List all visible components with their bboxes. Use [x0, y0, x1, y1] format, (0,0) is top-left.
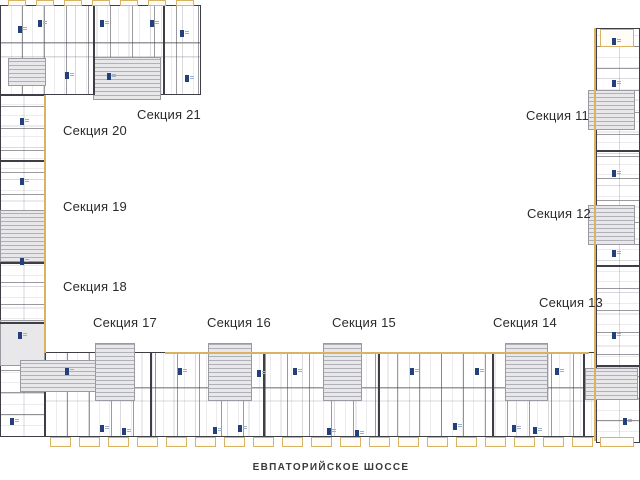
balcony [600, 437, 634, 447]
logo-text-lines [415, 368, 419, 375]
logo-text-lines [43, 20, 47, 27]
logo-square-icon [20, 178, 24, 185]
balcony [340, 437, 361, 447]
logo-text-lines [262, 370, 266, 377]
logo-square-icon [178, 368, 182, 375]
developer-logo-badge [65, 368, 74, 375]
logo-text-lines [15, 418, 19, 425]
section-divider-wall [596, 365, 640, 367]
logo-square-icon [20, 118, 24, 125]
balcony [572, 437, 593, 447]
developer-logo-badge [355, 430, 364, 437]
developer-logo-badge [100, 425, 109, 432]
logo-square-icon [18, 332, 22, 339]
logo-text-lines [480, 368, 484, 375]
developer-logo-badge [10, 418, 19, 425]
logo-text-lines [185, 30, 189, 37]
stair-core [93, 57, 161, 100]
developer-logo-badge [453, 423, 462, 430]
balcony [8, 0, 26, 6]
section-divider-wall [492, 352, 494, 437]
road-label: ЕВПАТОРИЙСКОЕ ШОССЕ [252, 462, 410, 473]
balcony-accent-line [594, 28, 596, 441]
logo-square-icon [10, 418, 14, 425]
section-label-13: Секция 13 [539, 295, 603, 310]
logo-square-icon [533, 427, 537, 434]
developer-logo-badge [122, 428, 131, 435]
section-divider-wall [0, 322, 45, 324]
balcony [398, 437, 419, 447]
logo-square-icon [555, 368, 559, 375]
section-divider-wall [93, 5, 95, 95]
developer-logo-badge [512, 425, 521, 432]
logo-square-icon [410, 368, 414, 375]
section-divider-wall [583, 352, 585, 437]
stair-core [0, 210, 45, 262]
developer-logo-badge [178, 368, 187, 375]
logo-text-lines [105, 20, 109, 27]
developer-logo-badge [100, 20, 109, 27]
balcony-accent-line [44, 95, 46, 353]
logo-square-icon [150, 20, 154, 27]
logo-text-lines [105, 425, 109, 432]
balcony [456, 437, 477, 447]
balcony-accent-line [165, 352, 589, 354]
logo-text-lines [560, 368, 564, 375]
logo-square-icon [612, 38, 616, 45]
developer-logo-badge [150, 20, 159, 27]
logo-text-lines [538, 427, 542, 434]
balcony [514, 437, 535, 447]
developer-logo-badge [612, 250, 621, 257]
logo-text-lines [70, 368, 74, 375]
developer-logo-badge [410, 368, 419, 375]
logo-square-icon [20, 258, 24, 265]
section-label-19: Секция 19 [63, 199, 127, 214]
developer-logo-badge [185, 75, 194, 82]
balcony [166, 437, 187, 447]
logo-text-lines [218, 427, 222, 434]
developer-logo-badge [533, 427, 542, 434]
logo-square-icon [327, 428, 331, 435]
section-label-11: Секция 11 [526, 108, 589, 123]
developer-logo-badge [612, 170, 621, 177]
section-divider-wall [378, 352, 380, 437]
logo-square-icon [100, 20, 104, 27]
logo-square-icon [612, 80, 616, 87]
section-divider-wall [150, 352, 152, 437]
section-divider-wall [596, 150, 640, 152]
logo-square-icon [213, 427, 217, 434]
section-label-21: Секция 21 [137, 107, 201, 122]
logo-square-icon [612, 250, 616, 257]
logo-text-lines [25, 178, 29, 185]
developer-logo-badge [180, 30, 189, 37]
balcony [50, 437, 71, 447]
stair-core [95, 343, 135, 401]
balcony [148, 0, 166, 6]
logo-text-lines [70, 72, 74, 79]
balcony [224, 437, 245, 447]
logo-square-icon [65, 368, 69, 375]
balcony [311, 437, 332, 447]
balcony [79, 437, 100, 447]
section-label-17: Секция 17 [93, 315, 157, 330]
logo-square-icon [38, 20, 42, 27]
balcony [253, 437, 274, 447]
section-label-16: Секция 16 [207, 315, 271, 330]
developer-logo-badge [257, 370, 266, 377]
balcony [92, 0, 110, 6]
logo-square-icon [612, 170, 616, 177]
logo-square-icon [475, 368, 479, 375]
developer-logo-badge [612, 332, 621, 339]
logo-text-lines [190, 75, 194, 82]
balcony [176, 0, 194, 6]
logo-text-lines [458, 423, 462, 430]
logo-square-icon [18, 26, 22, 33]
developer-logo-badge [293, 368, 302, 375]
logo-square-icon [238, 425, 242, 432]
logo-square-icon [623, 418, 627, 425]
section-divider-wall [0, 160, 45, 162]
balcony [427, 437, 448, 447]
balcony [137, 437, 158, 447]
developer-logo-badge [238, 425, 247, 432]
logo-text-lines [617, 170, 621, 177]
stair-core [585, 368, 638, 400]
logo-square-icon [453, 423, 457, 430]
logo-text-lines [23, 26, 27, 33]
section-label-18: Секция 18 [63, 279, 127, 294]
developer-logo-badge [107, 73, 116, 80]
logo-text-lines [360, 430, 364, 437]
developer-logo-badge [475, 368, 484, 375]
developer-logo-badge [20, 178, 29, 185]
balcony [108, 437, 129, 447]
logo-text-lines [617, 38, 621, 45]
section-divider-wall [163, 5, 165, 95]
developer-logo-badge [612, 38, 621, 45]
developer-logo-badge [20, 258, 29, 265]
logo-text-lines [23, 332, 27, 339]
developer-logo-badge [18, 332, 27, 339]
section-divider-wall [263, 352, 265, 437]
developer-logo-badge [555, 368, 564, 375]
balcony [195, 437, 216, 447]
logo-text-lines [628, 418, 632, 425]
logo-text-lines [155, 20, 159, 27]
logo-text-lines [332, 428, 336, 435]
balcony [282, 437, 303, 447]
logo-square-icon [185, 75, 189, 82]
developer-logo-badge [213, 427, 222, 434]
logo-square-icon [257, 370, 261, 377]
logo-text-lines [183, 368, 187, 375]
logo-square-icon [293, 368, 297, 375]
logo-square-icon [65, 72, 69, 79]
balcony [64, 0, 82, 6]
section-label-14: Секция 14 [493, 315, 557, 330]
logo-text-lines [112, 73, 116, 80]
balcony [369, 437, 390, 447]
developer-logo-badge [327, 428, 336, 435]
developer-logo-badge [18, 26, 27, 33]
developer-logo-badge [612, 80, 621, 87]
developer-logo-badge [20, 118, 29, 125]
developer-logo-badge [38, 20, 47, 27]
logo-text-lines [298, 368, 302, 375]
logo-text-lines [517, 425, 521, 432]
logo-text-lines [25, 258, 29, 265]
logo-square-icon [180, 30, 184, 37]
logo-square-icon [612, 332, 616, 339]
section-label-15: Секция 15 [332, 315, 396, 330]
developer-logo-badge [65, 72, 74, 79]
balcony [36, 0, 54, 6]
logo-text-lines [243, 425, 247, 432]
logo-text-lines [617, 250, 621, 257]
balcony [543, 437, 564, 447]
logo-square-icon [107, 73, 111, 80]
developer-logo-badge [623, 418, 632, 425]
logo-square-icon [512, 425, 516, 432]
logo-square-icon [100, 425, 104, 432]
section-label-20: Секция 20 [63, 123, 127, 138]
logo-text-lines [25, 118, 29, 125]
logo-square-icon [355, 430, 359, 437]
balcony [485, 437, 506, 447]
section-divider-wall [596, 265, 640, 267]
stair-core [8, 58, 46, 86]
section-label-12: Секция 12 [527, 206, 591, 221]
balcony [120, 0, 138, 6]
logo-text-lines [127, 428, 131, 435]
logo-text-lines [617, 80, 621, 87]
logo-text-lines [617, 332, 621, 339]
logo-square-icon [122, 428, 126, 435]
